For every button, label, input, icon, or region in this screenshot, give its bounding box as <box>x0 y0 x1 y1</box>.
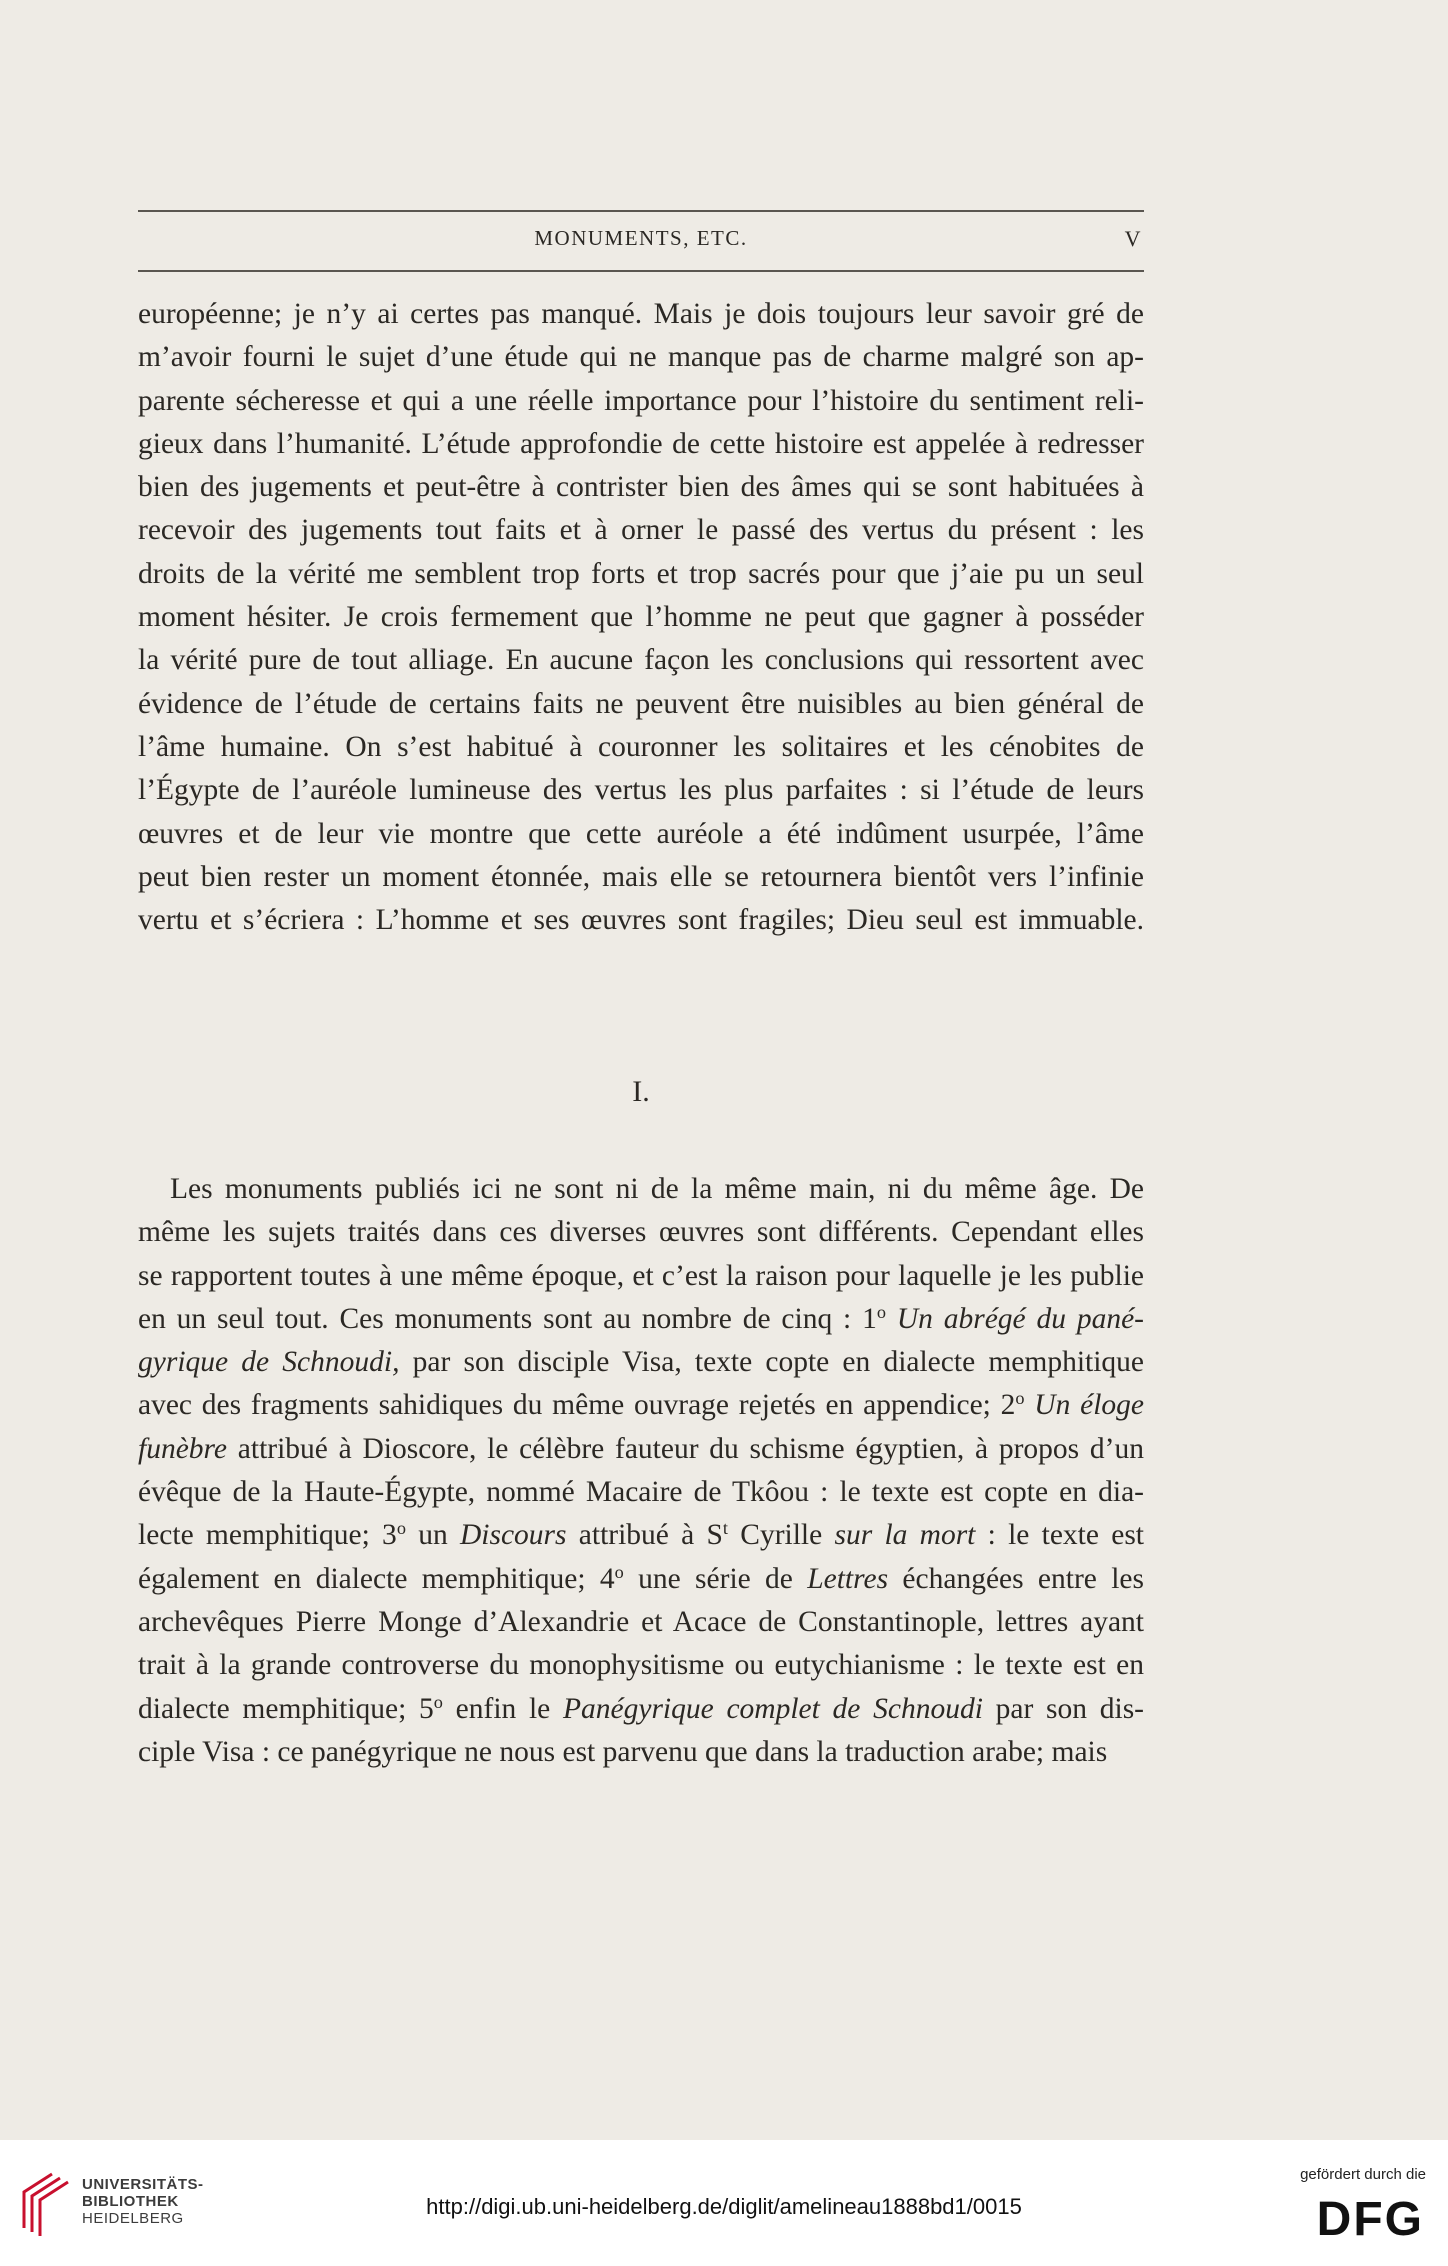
library-name-line: BIBLIOTHEK <box>82 2193 179 2210</box>
text-line: évêque de la Haute-Égypte, nommé Macaire de Tkôou : le texte est copte en dia- <box>138 1476 1144 1509</box>
text-line: vertu et s’écriera : L’homme et ses œuvres sont fragiles; Dieu seul est immuable. <box>138 904 1144 937</box>
text-line: moment hésiter. Je crois fermement que l’homme ne peut que gagner à posséder <box>138 601 1144 634</box>
text-run: dialecte memphitique; 5 <box>138 1692 434 1725</box>
text-run: en un seul tout. Ces monuments sont au nombre de cinq : 1 <box>138 1302 877 1335</box>
work-title: Un éloge <box>1024 1389 1145 1422</box>
text-run: un <box>405 1519 460 1552</box>
running-title: MONUMENTS, ETC. <box>534 226 748 250</box>
paragraph-1 <box>138 293 1144 942</box>
text-line <box>138 1688 1144 1731</box>
ordinal-superscript: o <box>614 1561 624 1582</box>
text-run: : le texte est <box>975 1519 1144 1552</box>
text-line: droits de la vérité me semblent trop forts et trop sacrés pour que j’aie pu un seul <box>138 557 1144 590</box>
text-run: échangées entre les <box>888 1562 1144 1595</box>
text-line: évidence de l’étude de certains faits ne peuvent être nuisibles au bien général de <box>138 687 1144 720</box>
text-line <box>138 1298 1144 1341</box>
work-title: Lettres <box>807 1562 889 1595</box>
library-name-line: UNIVERSITÄTS- <box>82 2176 204 2193</box>
text-line: parente sécheresse et qui a une réelle importance pour l’histoire du sentiment reli- <box>138 384 1144 417</box>
paragraph-2 <box>138 1168 1144 1774</box>
text-run: également en dialecte memphitique; 4 <box>138 1562 615 1595</box>
text-line: bien des jugements et peut-être à contrister bien des âmes qui se sont habituées à <box>138 471 1144 504</box>
text-run: avec des fragments sahidiques du même ouvrage rejetés en appendice; 2 <box>138 1389 1016 1422</box>
text-line: peut bien rester un moment étonnée, mais elle se retournera bientôt vers l’infinie <box>138 860 1144 893</box>
text-run: Cyrille <box>728 1519 835 1552</box>
header-rule-top <box>138 210 1144 212</box>
ordinal-superscript: o <box>876 1301 886 1322</box>
section-heading: I. <box>632 1075 650 1108</box>
work-title: sur la mort <box>834 1519 976 1552</box>
text-run: attribué à Dioscore, le célèbre fauteur du schisme égyptien, à propos d’un <box>227 1432 1144 1465</box>
ordinal-superscript: o <box>1015 1388 1025 1409</box>
running-head <box>138 226 1144 260</box>
work-title: Discours <box>459 1519 567 1552</box>
abbrev-superscript: t <box>722 1518 729 1539</box>
text-run: par son dis- <box>982 1692 1144 1725</box>
work-title: Un abrégé du pané- <box>886 1302 1145 1335</box>
text-line: œuvres et de leur vie montre que cette auréole a été indûment usurpée, l’âme <box>138 817 1144 850</box>
text-line: européenne; je n’y ai certes pas manqué. Mais je dois toujours leur savoir gré de <box>138 298 1144 330</box>
page-number: V <box>1124 226 1142 251</box>
permalink-url[interactable]: http://digi.ub.uni-heidelberg.de/diglit/amelineau1888bd1/0015 <box>426 2194 1022 2219</box>
text-line: ciple Visa : ce panégyrique ne nous est parvenu que dans la traduction arabe; mais <box>138 1735 1108 1768</box>
text-run: attribué à S <box>566 1519 723 1552</box>
digitization-footer <box>0 2140 1448 2266</box>
text-run: une série de <box>623 1562 808 1595</box>
text-line: même les sujets traités dans ces diverses œuvres sont différents. Cependant elles <box>138 1216 1144 1249</box>
work-title: gyrique de Schnoudi, <box>138 1346 400 1379</box>
header-rule-bottom <box>138 270 1144 272</box>
text-line: la vérité pure de tout alliage. En aucune façon les conclusions qui ressortent avec <box>138 644 1144 677</box>
text-line: m’avoir fourni le sujet d’une étude qui ne manque pas de charme malgré son ap- <box>138 341 1144 374</box>
work-title: Panégyrique complet de Schnoudi <box>563 1692 983 1725</box>
text-line: l’Égypte de l’auréole lumineuse des vertus les plus parfaites : si l’étude de leurs <box>138 774 1144 807</box>
text-run: lecte memphitique; 3 <box>138 1519 397 1552</box>
text-line <box>138 1514 1144 1557</box>
text-line: archevêques Pierre Monge d’Alexandrie et Acace de Constantinople, lettres ayant <box>138 1605 1144 1638</box>
dfg-logo: DFG <box>1316 2193 1424 2246</box>
funder-note: gefördert durch die <box>1300 2166 1426 2183</box>
text-line <box>138 1341 1144 1384</box>
text-line: Les monuments publiés ici ne sont ni de la même main, ni du même âge. De <box>170 1173 1144 1205</box>
text-line <box>138 1558 1144 1601</box>
text-line <box>138 1384 1144 1427</box>
text-line: recevoir des jugements tout faits et à orner le passé des vertus du présent : les <box>138 514 1144 547</box>
text-line: l’âme humaine. On s’est habitué à couronner les solitaires et les cénobites de <box>138 730 1144 763</box>
work-title: funèbre <box>138 1432 228 1465</box>
ordinal-superscript: o <box>433 1691 443 1712</box>
text-line <box>138 1428 1144 1471</box>
text-line: se rapportent toutes à une même époque, et c’est la raison pour laquelle je les publie <box>138 1259 1144 1292</box>
text-run: enfin le <box>442 1692 563 1725</box>
text-line: trait à la grande controverse du monophysitisme ou eutychianisme : le texte est en <box>138 1649 1144 1682</box>
ordinal-superscript: o <box>396 1518 406 1539</box>
text-line: gieux dans l’humanité. L’étude approfondie de cette histoire est appelée à redresser <box>138 427 1144 460</box>
library-name-line: HEIDELBERG <box>82 2210 184 2227</box>
text-run: par son disciple Visa, texte copte en dialecte memphitique <box>399 1346 1144 1379</box>
